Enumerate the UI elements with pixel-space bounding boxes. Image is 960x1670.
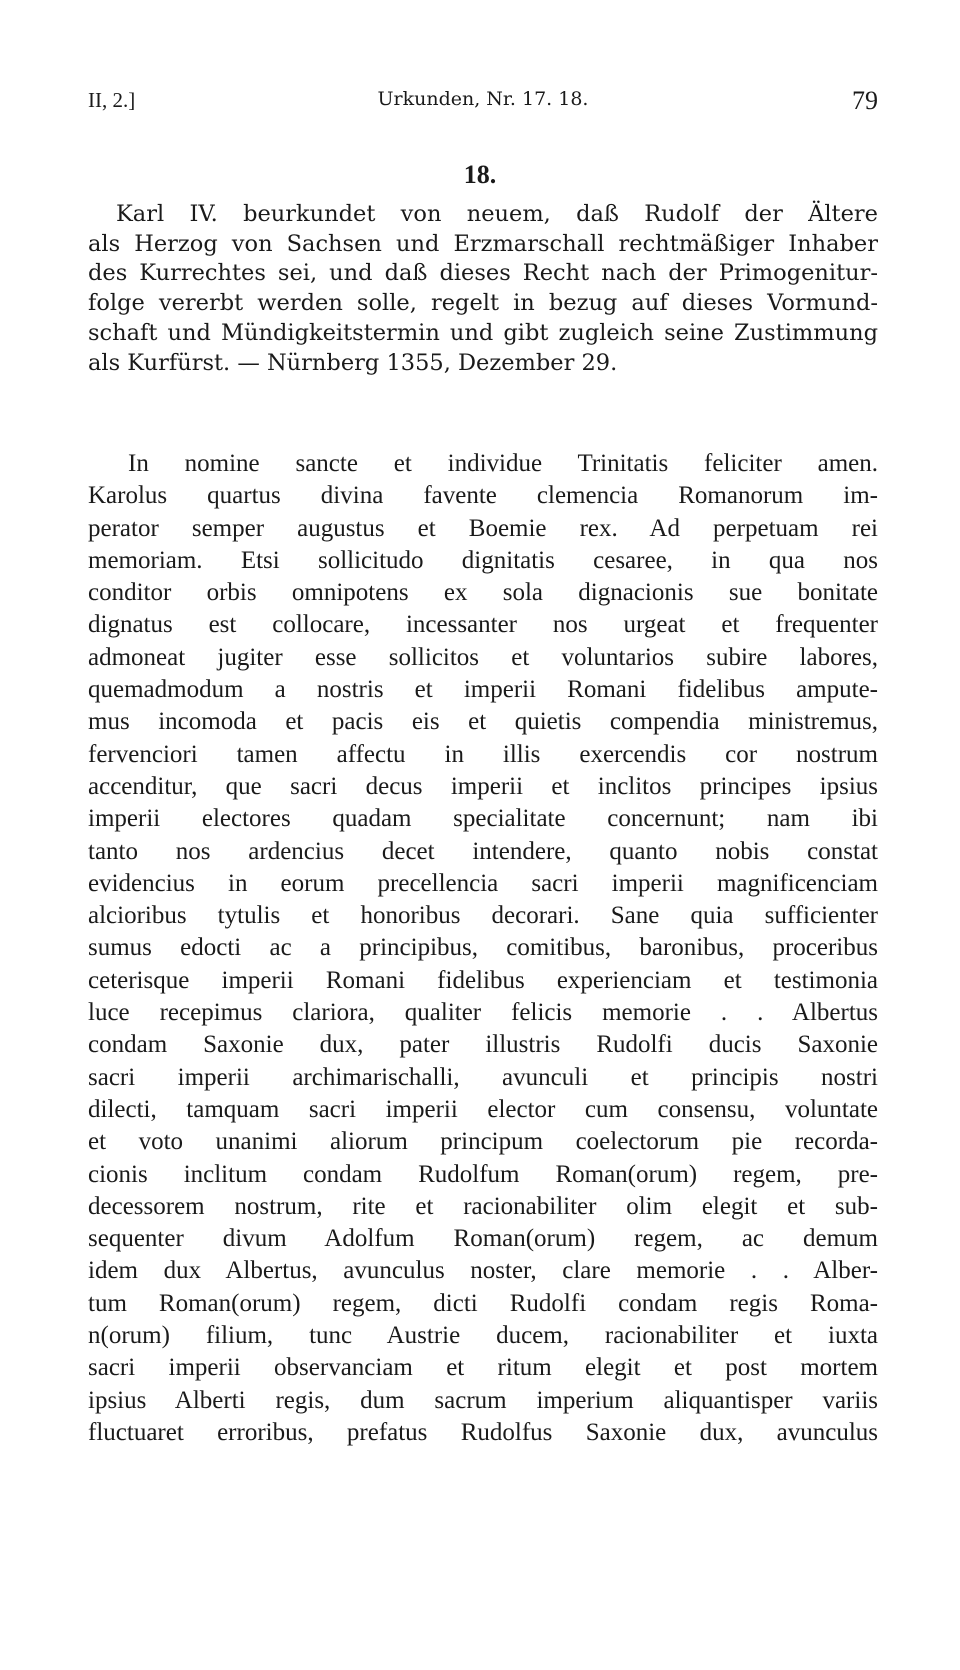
body-line: decessorem nostrum, rite et racionabiliter olim elegit et sub- [88,1192,878,1220]
body-line: sacri imperii archimarischalli, avunculi et principis nostri [88,1063,878,1091]
body-line: Karolus quartus divina favente clemencia Romanorum im- [88,482,878,510]
summary-line: Karl IV. beurkundet von neuem, daß Rudolf der Ältere [116,201,878,227]
body-line: alcioribus tytulis et honoribus decorari. Sane quia sufficienter [88,902,878,930]
body-line: tum Roman(orum) regem, dicti Rudolfi condam regis Roma- [88,1289,878,1317]
body-line: conditor orbis omnipotens ex sola dignacionis sue bonitate [88,579,878,607]
body-line: accenditur, que sacri decus imperii et inclitos principes ipsius [88,772,878,800]
body-line: fervenciori tamen affectu in illis exercendis cor nostrum [88,740,878,768]
body-line: sacri imperii observanciam et ritum elegit et post mortem [88,1354,878,1382]
document-summary [88,200,878,378]
body-line: sumus edocti ac a principibus, comitibus, baronibus, proceribus [88,934,878,962]
body-line: dignatus est collocare, incessanter nos urgeat et frequenter [88,611,878,639]
document-number: 18. [463,160,497,189]
body-line: sequenter divum Adolfum Roman(orum) regem, ac demum [88,1225,878,1253]
body-line: ceterisque imperii Romani fidelibus experienciam et testimonia [88,966,878,994]
section-reference: II, 2.] [88,88,136,112]
body-line: et voto unanimi aliorum principum coelectorum pie recorda- [88,1128,878,1156]
body-line: mus incomoda et pacis eis et quietis compendia ministremus, [88,708,878,736]
body-line: cionis inclitum condam Rudolfum Roman(orum) regem, pre- [88,1160,878,1188]
body-line: ipsius Alberti regis, dum sacrum imperium aliquantisper variis [88,1386,878,1414]
body-line: tanto nos ardencius decet intendere, quanto nobis constat [88,837,878,865]
summary-line: als Herzog von Sachsen und Erzmarschall rechtmäßiger Inhaber [88,230,878,257]
body-line: memoriam. Etsi sollicitudo dignitatis cesaree, in qua nos [88,546,878,574]
body-line: quemadmodum a nostris et imperii Romani fidelibus ampute- [88,676,878,704]
body-line: dilecti, tamquam sacri imperii elector cum consensu, voluntate [88,1095,878,1123]
summary-line: schaft und Mündigkeitstermin und gibt zugleich seine Zustimmung [88,319,878,346]
body-line: fluctuaret erroribus, prefatus Rudolfus Saxonie dux, avunculus [88,1418,878,1446]
page-number: 79 [852,86,878,115]
summary-line: des Kurrechtes sei, und daß dieses Recht nach der Primogenitur- [88,260,878,287]
body-line: evidencius in eorum precellencia sacri imperii magnificenciam [88,869,878,897]
summary-line: folge vererbt werden solle, regelt in bezug auf dieses Vormund- [88,290,878,317]
body-line: In nomine sancte et individue Trinitatis feliciter amen. [128,450,878,477]
document-body [88,448,878,1449]
body-line: idem dux Albertus, avunculus noster, clare memorie . . Alber- [88,1257,878,1285]
body-line: n(orum) filium, tunc Austrie ducem, racionabiliter et iuxta [88,1322,878,1350]
body-line: luce recepimus clariora, qualiter felicis memorie . . Albertus [88,999,878,1027]
body-line: admoneat jugiter esse sollicitos et voluntarios subire labores, [88,643,878,671]
running-header [88,88,878,118]
summary-line: als Kurfürst. — Nürnberg 1355, Dezember 29. [88,349,618,376]
body-line: imperii electores quadam specialitate concernunt; nam ibi [88,805,878,833]
body-line: condam Saxonie dux, pater illustris Rudolfi ducis Saxonie [88,1031,878,1059]
running-title: Urkunden, Nr. 17. 18. [377,88,589,110]
body-line: perator semper augustus et Boemie rex. Ad perpetuam rei [88,514,878,542]
